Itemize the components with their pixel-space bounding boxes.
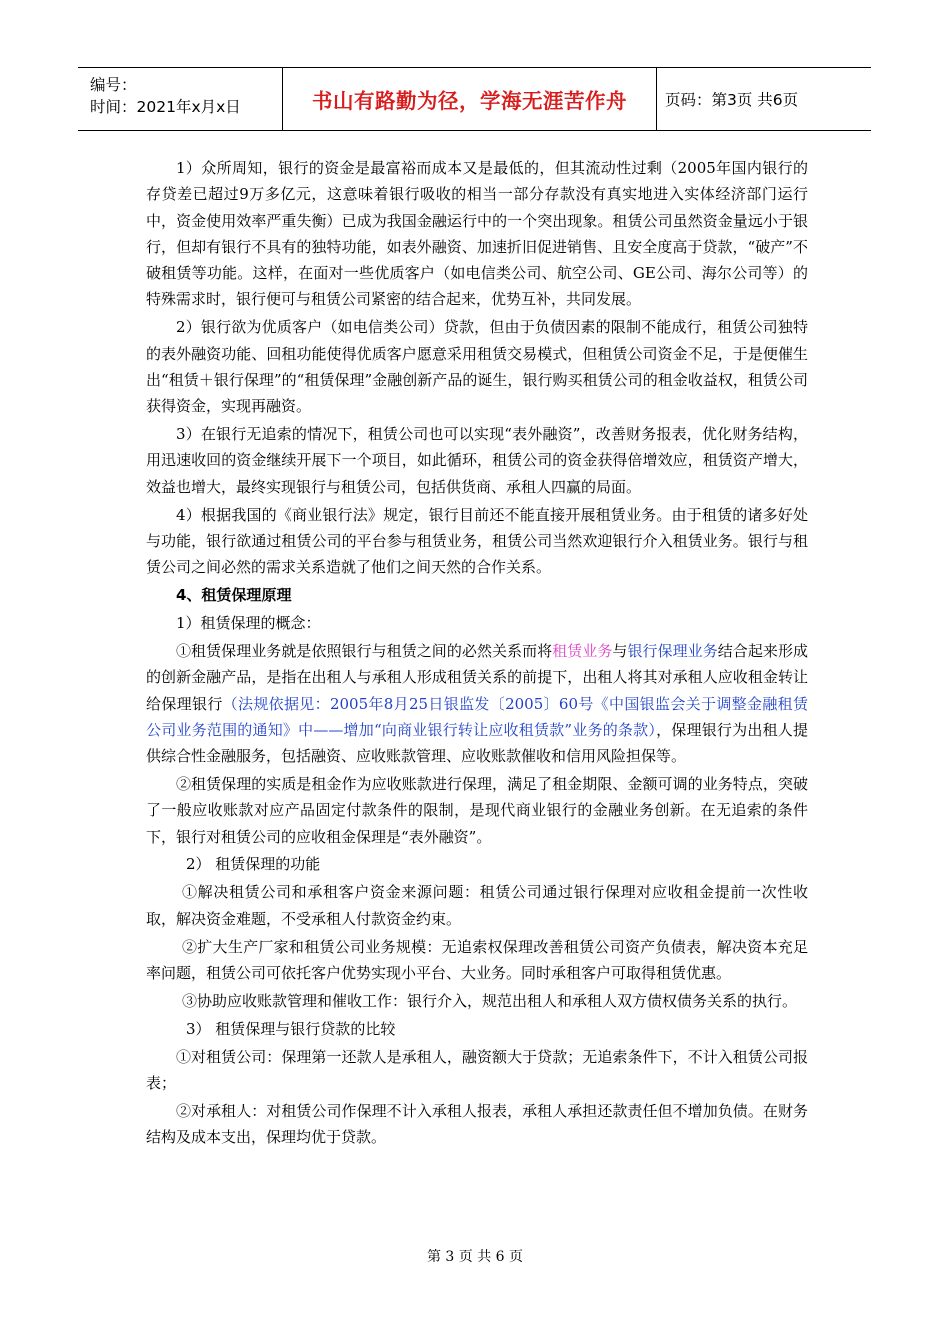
page-footer: 第 3 页 共 6 页 [426, 1249, 524, 1265]
concept-paragraph-1 [146, 638, 808, 769]
function-item-2: ②扩大生产厂家和租赁公司业务规模：无追索权保理改善租赁公司资产负债表，解决资本充足率问题，租赁公司可依托客户优势实现小平台、大业务。同时承租客户可取得租赁优惠。 [146, 937, 808, 982]
concept-text-a: ①租赁保理业务就是依照银行与租赁之间的必然关系而将 [176, 641, 553, 660]
header-number-label: 编号： [90, 76, 137, 94]
bank-factoring-link[interactable]: 银行保理业务 [627, 641, 718, 660]
document-body [146, 155, 808, 1152]
compare-item-1: ①对租赁公司：保理第一还款人是承租人，融资额大于贷款；无追索条件下，不计入租赁公司报表； [146, 1047, 808, 1092]
header-meta [78, 68, 283, 130]
section-heading: 4、租赁保理原理 [176, 586, 292, 605]
compare-title: 3） 租赁保理与银行贷款的比较 [186, 1019, 396, 1038]
function-title: 2） 租赁保理的功能 [186, 855, 321, 874]
leasing-business-link[interactable]: 租赁业务 [552, 641, 613, 660]
regulation-basis-note: （法规依据见：2005年8月25日银监发〔2005〕60号《中国银监会关于调整金融租赁公司业务范围的通知》中——增加“向商业银行转让应收租赁款”业务的条款） [146, 694, 808, 739]
paragraph-1: 1）众所周知，银行的资金是最富裕而成本又是最低的，但其流动性过剩（2005年国内银行的存贷差已超过9万多亿元，这意味着银行吸收的相当一部分存款没有真实地进入实体经济部门运行中，资金使用效率严重失衡）已成为我国金融运行中的一个突出现象。租赁公司虽然资金量远小于银行，但却有银行不具有的独特功能，如表外融资、加速折旧促进销售、且安全度高于贷款，“破产”不破租赁等功能。这样，在面对一些优质客户（如电信类公司、航空公司、GE公司、海尔公司等）的特殊需求时，银行便可与租赁公司紧密的结合起来，优势互补，共同发展。 [146, 159, 808, 309]
concept-text-b: 结合起来形成的创新金融产品，是指在出租人与承租人形成租赁关系的前提下，出租人将其对承租人应收租金转让给保理银行 [146, 641, 808, 713]
paragraph-4: 4）根据我国的《商业银行法》规定，银行目前还不能直接开展租赁业务。由于租赁的诸多好处与功能，银行欲通过租赁公司的平台参与租赁业务，租赁公司当然欢迎银行介入租赁业务。银行与租赁公司之间必然的需求关系造就了他们之间天然的合作关系。 [146, 505, 808, 577]
paragraph-3: 3）在银行无追索的情况下，租赁公司也可以实现“表外融资”，改善财务报表，优化财务结构，用迅速收回的资金继续开展下一个项目，如此循环，租赁公司的资金获得倍增效应，租赁资产增大，效益也增大，最终实现银行与租赁公司，包括供货商、承租人四赢的局面。 [146, 425, 808, 496]
page-header [78, 67, 871, 131]
function-item-3: ③协助应收账款管理和催收工作：银行介入，规范出租人和承租人双方债权债务关系的执行。 [182, 991, 798, 1010]
concept-paragraph-2: ②租赁保理的实质是租金作为应收账款进行保理，满足了租金期限、金额可调的业务特点，突破了一般应收账款对应产品固定付款条件的限制，是现代商业银行的金融业务创新。在无追索的条件下，银行对租赁公司的应收租金保理是“表外融资”。 [146, 774, 808, 846]
header-motto: 书山有路勤为径，学海无涯苦作舟 [283, 68, 657, 130]
compare-item-2: ②对承租人：对租赁公司作保理不计入承租人报表，承租人承担还款责任但不增加负债。在财务结构及成本支出，保理均优于贷款。 [146, 1101, 808, 1146]
header-time-label: 时间：2021年x月x日 [90, 98, 241, 116]
function-item-1: ①解决租赁公司和承租客户资金来源问题：租赁公司通过银行保理对应收租金提前一次性收取，解决资金难题，不受承租人付款资金约束。 [146, 883, 808, 928]
concept-text-and: 与 [612, 641, 628, 660]
concept-title: 1）租赁保理的概念： [176, 614, 321, 633]
header-page-info: 页码：第3页 共6页 [665, 91, 799, 109]
paragraph-2: 2）银行欲为优质客户（如电信类公司）贷款，但由于负债因素的限制不能成行，租赁公司独特的表外融资功能、回租功能使得优质客户愿意采用租赁交易模式，但租赁公司资金不足，于是便催生出“租赁＋银行保理”的“租赁保理”金融创新产品的诞生，银行购买租赁公司的租金收益权，租赁公司获得资金，实现再融资。 [146, 318, 808, 416]
concept-text-c: ，保理银行为出租人提供综合性金融服务，包括融资、应收账款管理、应收账款催收和信用风险担保等。 [146, 720, 808, 766]
